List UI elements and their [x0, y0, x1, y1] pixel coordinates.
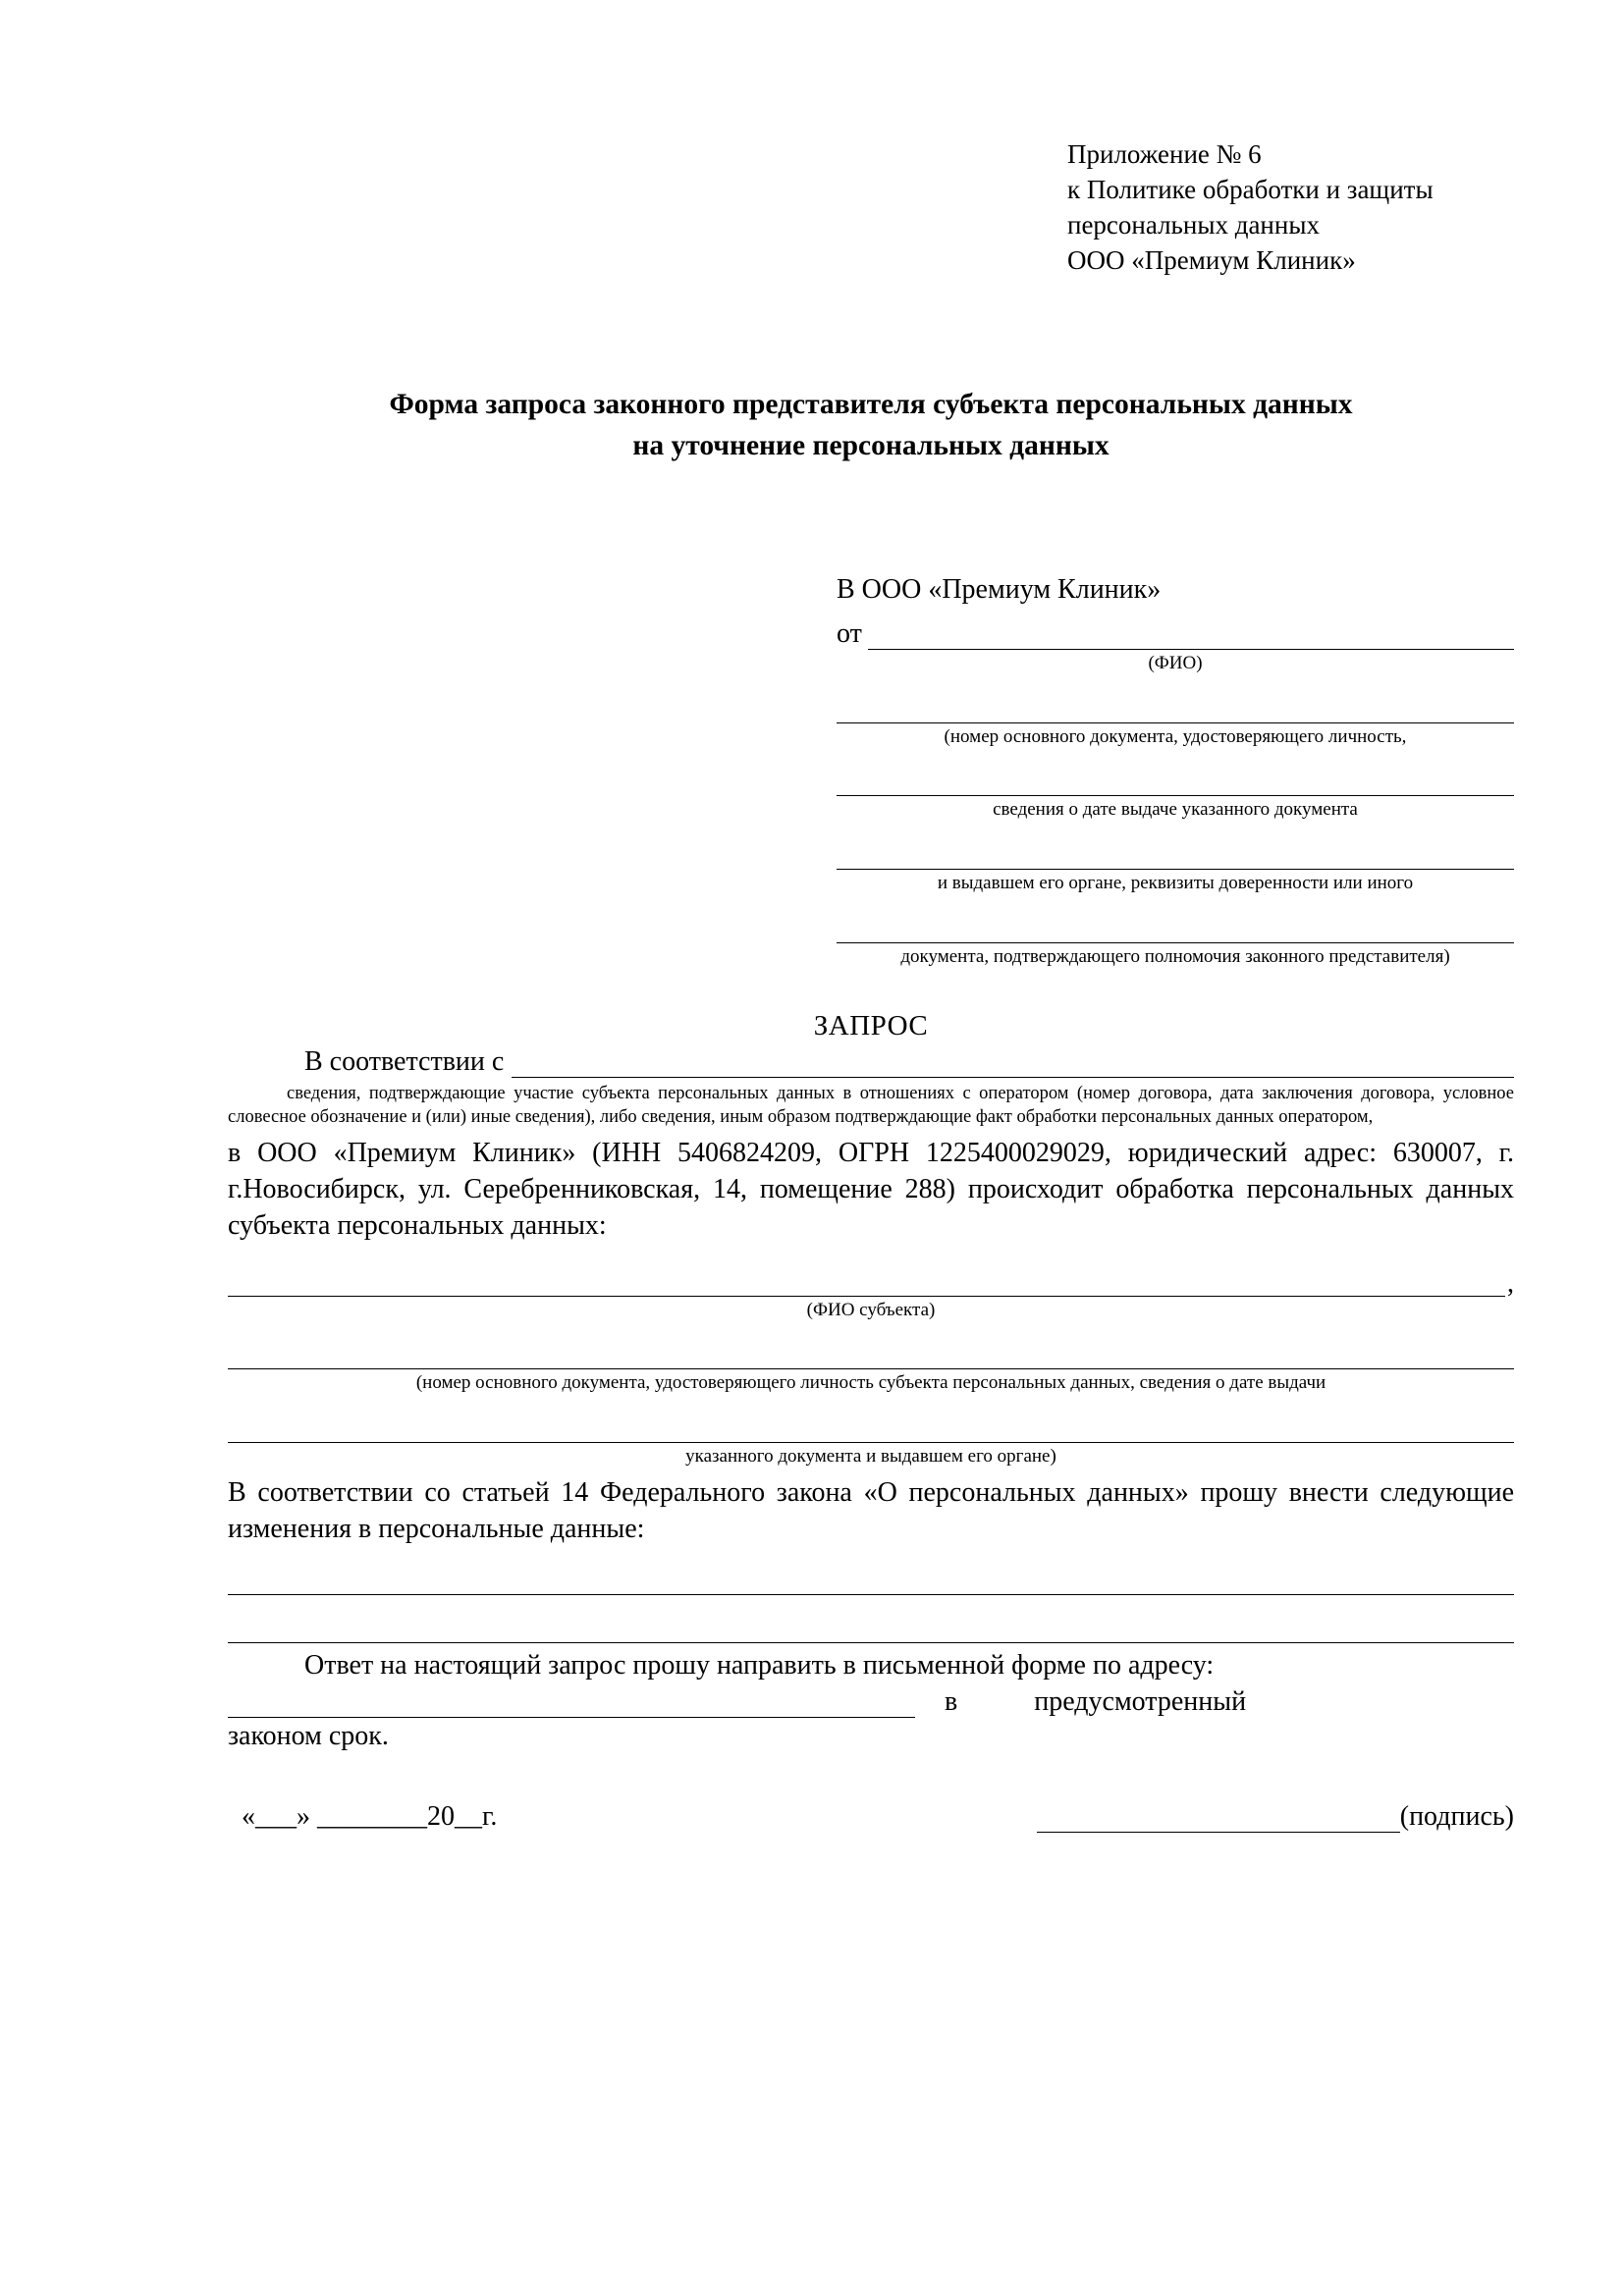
request-heading: ЗАПРОС [813, 1009, 929, 1041]
subject-fio-comma: , [1507, 1268, 1514, 1300]
date-field[interactable]: «___» ________20__г. [242, 1800, 498, 1832]
doc-number-caption: (номер основного документа, удостоверяющего личность, [944, 725, 1407, 747]
changes-input-2[interactable] [228, 1617, 1514, 1643]
answer-address-row [228, 1686, 1514, 1718]
page-title-line-1: Форма запроса законного представителя субъекта персональных данных [389, 388, 1353, 420]
answer-word-v: в [945, 1685, 958, 1717]
answer-last-line: законом срок. [228, 1720, 389, 1751]
doc-organ-caption: и выдавшем его органе, реквизиты доверенности или иного [937, 873, 1414, 894]
header-line-policy: к Политике обработки и защиты [1067, 174, 1434, 204]
subject-fio-input[interactable] [228, 1270, 1505, 1297]
subject-doc-row [228, 1343, 1514, 1369]
small-note-text: сведения, подтверждающие участие субъекта персональных данных в отношениях с оператором (номер договора, дата заключения договора, условное словесное обозначение и (или) иные сведения), либо сведения, иным образом подтверждающие факт обработки персональных данных оператором, [228, 1083, 1514, 1127]
changes-row-1 [228, 1569, 1514, 1595]
doc-number-input[interactable] [837, 697, 1514, 723]
from-fio-caption: (ФИО) [1148, 652, 1203, 673]
doc-number-row [837, 697, 1514, 723]
signature-row [228, 1801, 1514, 1833]
in-accordance-label: В соответствии с [304, 1045, 505, 1077]
from-fio-input[interactable] [868, 623, 1514, 650]
doc-date-caption: сведения о дате выдаче указанного документа [993, 799, 1358, 821]
addressee-block [837, 572, 1514, 968]
small-note [228, 1082, 1514, 1129]
doc-authority-input[interactable] [837, 917, 1514, 943]
subject-fio-caption: (ФИО субъекта) [806, 1299, 936, 1320]
changes-row-2 [228, 1617, 1514, 1643]
article-paragraph: В соответствии со статьей 14 Федерального закона «О персональных данных» прошу внести следующие изменения в персональные данные: [228, 1476, 1514, 1545]
subject-doc-caption: (номер основного документа, удостоверяющего личность субъекта персональных данных, сведения о дате выдачи [415, 1372, 1326, 1394]
header-line-org: ООО «Премиум Клиник» [1067, 244, 1356, 275]
header-block [1067, 137, 1514, 279]
header-line-personal-data: персональных данных [1067, 209, 1320, 240]
answer-address-input[interactable] [228, 1691, 915, 1718]
doc-organ-input[interactable] [837, 843, 1514, 870]
doc-authority-row [837, 917, 1514, 943]
doc-authority-caption: документа, подтверждающего полномочия законного представителя) [900, 945, 1450, 967]
in-accordance-input[interactable] [512, 1051, 1514, 1078]
addressee-org: В ООО «Премиум Клиник» [837, 574, 1162, 606]
subject-doc-caption-2: указанного документа и выдавшем его органе) [685, 1446, 1056, 1468]
signature-input[interactable] [1037, 1806, 1400, 1833]
doc-date-row [837, 770, 1514, 796]
page-title [228, 385, 1514, 467]
signature-caption: (подпись) [1399, 1800, 1514, 1832]
document-content [228, 137, 1514, 1833]
from-row [837, 618, 1514, 650]
doc-organ-row [837, 843, 1514, 870]
subject-doc-input-2[interactable] [228, 1416, 1514, 1443]
page-title-line-2: на уточнение персональных данных [632, 429, 1110, 461]
changes-input-1[interactable] [228, 1569, 1514, 1595]
header-line-appendix: Приложение № 6 [1067, 139, 1262, 169]
from-label: от [837, 617, 862, 649]
operator-paragraph: в ООО «Премиум Клиник» (ИНН 5406824209, ОГРН 1225400029029, юридический адрес: 630007, г. г.Новосибирск, ул. Серебренниковская, 14, помещение 288) происходит обработка персональных данных субъекта персональных данных: [228, 1137, 1514, 1242]
in-accordance-row [228, 1046, 1514, 1078]
answer-word-tail: предусмотренный [1034, 1685, 1247, 1717]
doc-date-input[interactable] [837, 770, 1514, 796]
answer-lead-paragraph: Ответ на настоящий запрос прошу направить в письменной форме по адресу: [304, 1650, 1215, 1682]
subject-fio-row [228, 1268, 1514, 1300]
subject-doc-input[interactable] [228, 1343, 1514, 1369]
subject-doc-row-2 [228, 1416, 1514, 1443]
